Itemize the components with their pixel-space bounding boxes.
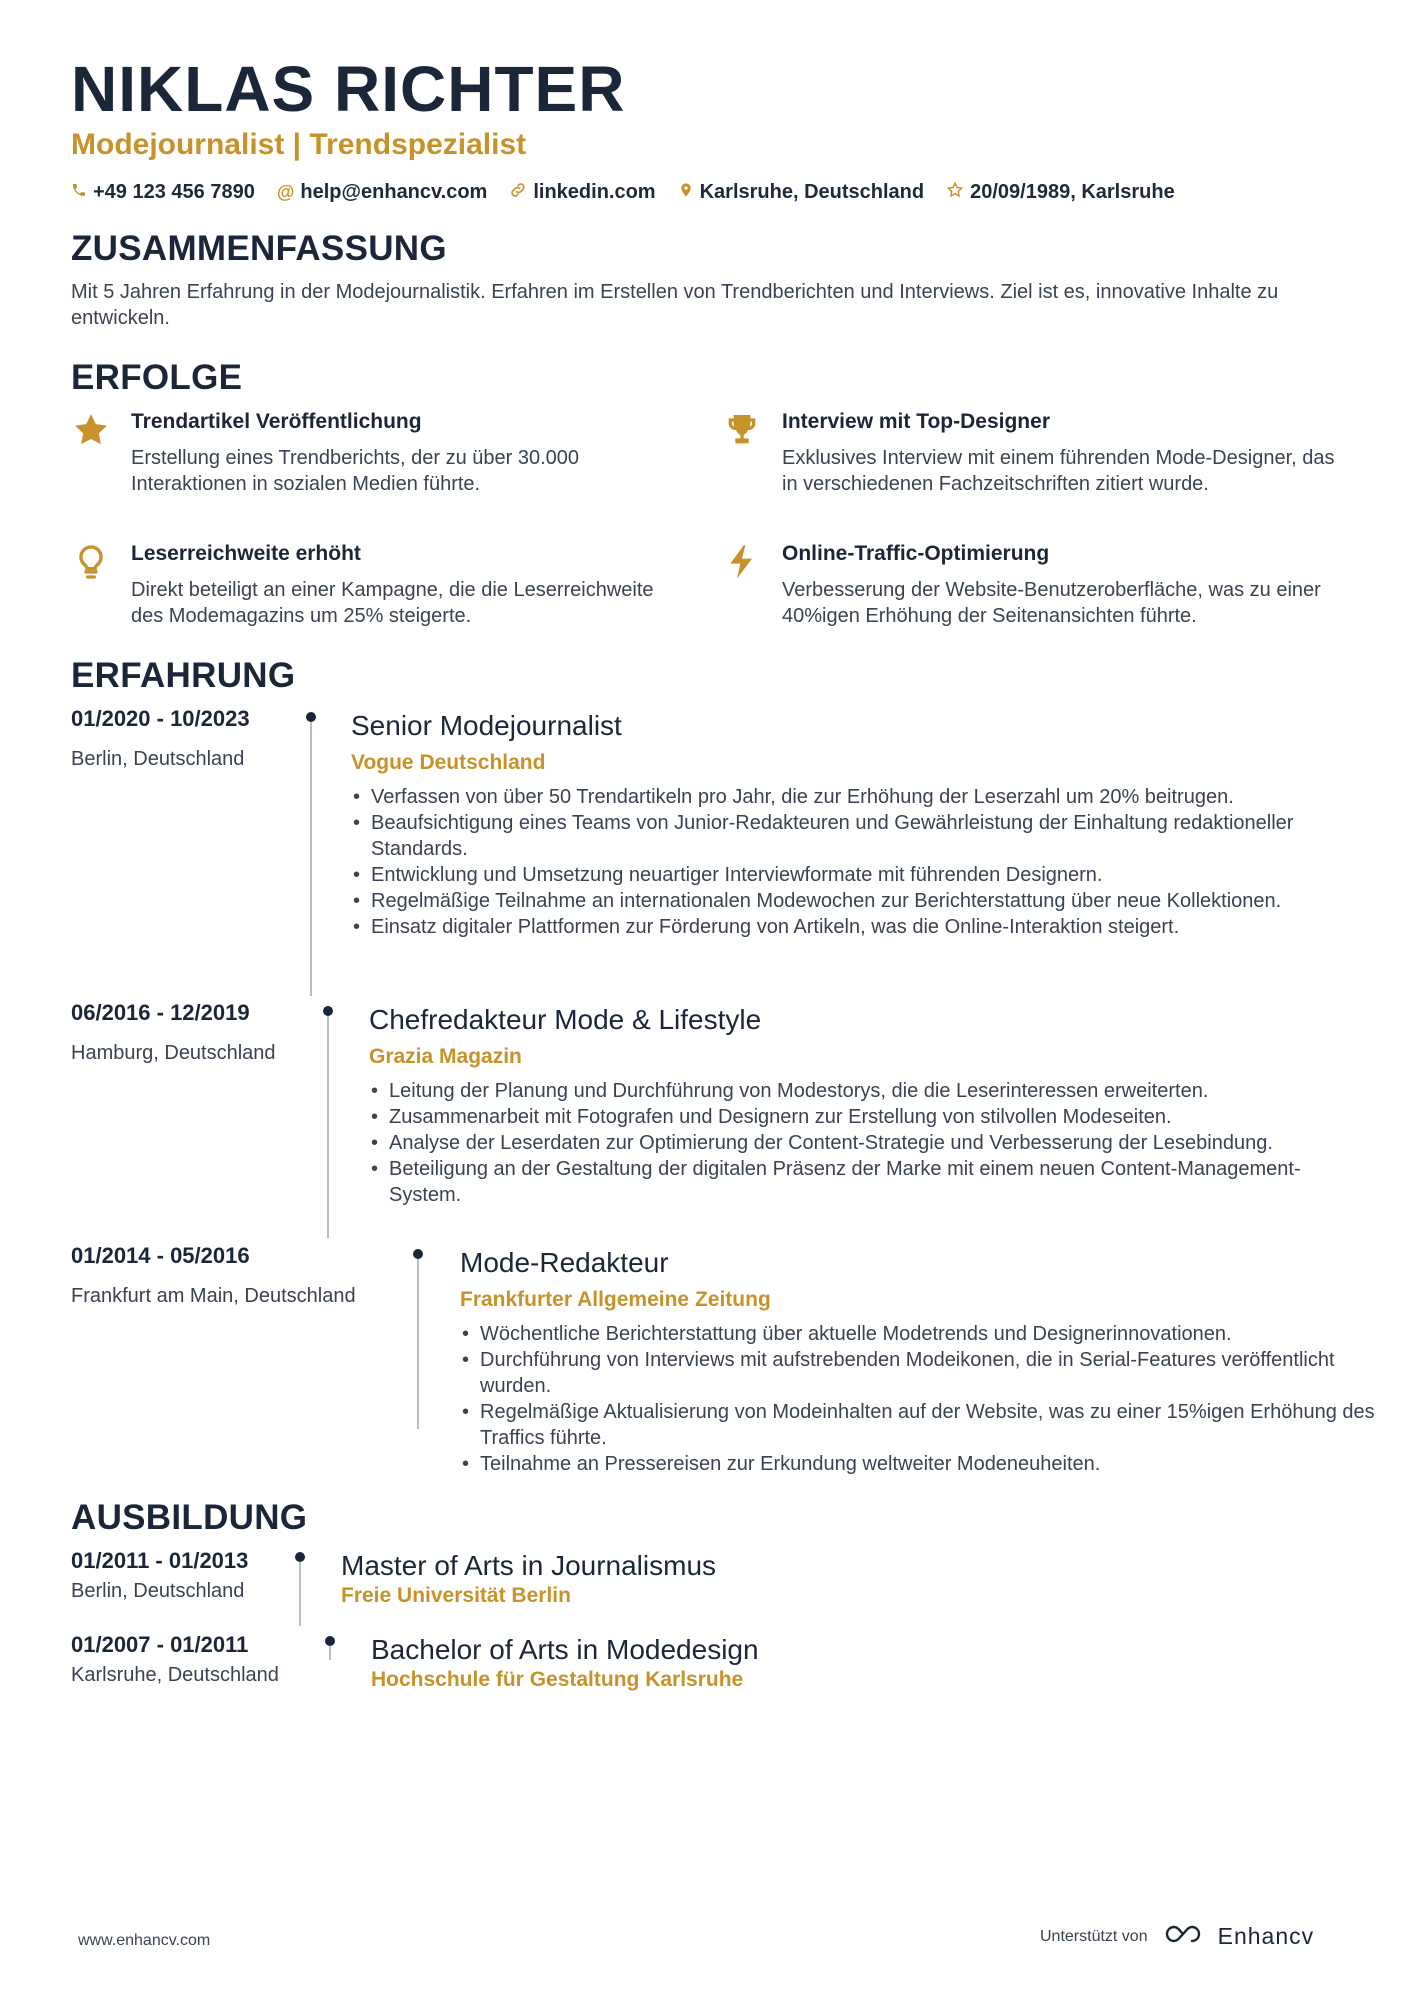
timeline-line bbox=[327, 1016, 329, 1238]
education-dates: 01/2007 - 01/2011 bbox=[71, 1632, 249, 1657]
contact-email-text: help@enhancv.com bbox=[300, 181, 488, 203]
enhancv-logo-icon bbox=[1160, 1921, 1206, 1952]
contact-email[interactable] bbox=[277, 181, 488, 204]
education-school: Hochschule für Gestaltung Karlsruhe bbox=[371, 1668, 744, 1691]
experience-dates: 01/2014 - 05/2016 bbox=[71, 1243, 250, 1268]
bullet-item: • Durchführung von Interviews mit aufstrebenden Modeikonen, die in Serial-Features veröffentlicht wurden. bbox=[460, 1347, 1380, 1399]
experience-role: Senior Modejournalist bbox=[351, 710, 622, 741]
contact-location bbox=[678, 181, 925, 204]
achievement-title: Trendartikel Veröffentlichung bbox=[131, 410, 422, 433]
education-school: Freie Universität Berlin bbox=[341, 1584, 571, 1607]
timeline-dot bbox=[306, 712, 316, 722]
experience-bullets bbox=[351, 784, 1351, 940]
experience-heading: ERFAHRUNG bbox=[71, 656, 296, 695]
contact-linkedin[interactable] bbox=[509, 181, 655, 204]
experience-dates: 01/2020 - 10/2023 bbox=[71, 706, 250, 731]
link-icon bbox=[509, 181, 527, 204]
education-location: Berlin, Deutschland bbox=[71, 1580, 245, 1602]
achievement-title: Interview mit Top-Designer bbox=[782, 410, 1050, 433]
experience-company: Frankfurter Allgemeine Zeitung bbox=[460, 1288, 771, 1311]
contact-linkedin-text: linkedin.com bbox=[533, 181, 656, 203]
bullet-item: • Zusammenarbeit mit Fotografen und Designern zur Erstellung von stilvollen Modeseiten. bbox=[369, 1104, 1369, 1130]
summary-heading: ZUSAMMENFASSUNG bbox=[71, 229, 447, 268]
summary-text: Mit 5 Jahren Erfahrung in der Modejournalistik. Erfahren im Erstellen von Trendberichten und Interviews. Ziel ist es, innovative Inhalte zu entwickeln. bbox=[71, 281, 1279, 329]
contact-phone[interactable] bbox=[71, 181, 255, 204]
bullet-item: • Beaufsichtigung eines Teams von Junior-Redakteuren und Gewährleistung der Einhaltung redaktioneller Standards. bbox=[351, 810, 1351, 862]
achievement-text: Direkt beteiligt an einer Kampagne, die die Leserreichweite des Modemagazins um 25% steigerte. bbox=[131, 579, 654, 627]
lightning-icon bbox=[722, 542, 762, 582]
experience-location: Frankfurt am Main, Deutschland bbox=[71, 1285, 356, 1307]
brand-name: Enhancv bbox=[1217, 1923, 1315, 1949]
powered-by-label: Unterstützt von bbox=[1040, 1927, 1148, 1945]
experience-dates: 06/2016 - 12/2019 bbox=[71, 1000, 250, 1025]
achievement-text: Erstellung eines Trendberichts, der zu über 30.000 Interaktionen in sozialen Medien führte. bbox=[131, 447, 580, 495]
experience-role: Chefredakteur Mode & Lifestyle bbox=[369, 1004, 762, 1035]
timeline-line bbox=[329, 1646, 331, 1660]
timeline-line bbox=[299, 1562, 301, 1626]
bullet-item: • Regelmäßige Aktualisierung von Modeinhalten auf der Website, was zu einer 15%igen Erhöhung des Traffics führte. bbox=[460, 1399, 1380, 1451]
achievement-title: Online-Traffic-Optimierung bbox=[782, 542, 1050, 565]
contact-phone-text: +49 123 456 7890 bbox=[93, 181, 255, 203]
experience-location: Hamburg, Deutschland bbox=[71, 1042, 276, 1064]
timeline-line bbox=[417, 1259, 419, 1429]
timeline-dot bbox=[295, 1552, 305, 1562]
experience-company: Grazia Magazin bbox=[369, 1045, 522, 1068]
bullet-item: • Entwicklung und Umsetzung neuartiger Interviewformate mit führenden Designern. bbox=[351, 862, 1351, 888]
education-degree: Bachelor of Arts in Modedesign bbox=[371, 1634, 759, 1665]
trophy-icon bbox=[722, 410, 762, 450]
star-outline-icon bbox=[946, 181, 964, 204]
achievements-heading: ERFOLGE bbox=[71, 358, 243, 397]
experience-bullets bbox=[369, 1078, 1369, 1208]
timeline-dot bbox=[413, 1249, 423, 1259]
footer-website[interactable]: www.enhancv.com bbox=[78, 1932, 211, 1949]
phone-icon bbox=[71, 182, 87, 203]
contact-bar bbox=[71, 181, 1175, 204]
bullet-item: • Verfassen von über 50 Trendartikeln pro Jahr, die zur Erhöhung der Leserzahl um 20% beitrugen. bbox=[351, 784, 1351, 810]
at-icon: @ bbox=[276, 182, 295, 202]
bullet-item: • Wöchentliche Berichterstattung über aktuelle Modetrends und Designerinnovationen. bbox=[460, 1321, 1380, 1347]
experience-role: Mode-Redakteur bbox=[460, 1247, 669, 1278]
contact-birth-text: 20/09/1989, Karlsruhe bbox=[970, 181, 1175, 203]
bullet-item: • Regelmäßige Teilnahme an internationalen Modewochen zur Berichterstattung über neue Kollektionen. bbox=[351, 888, 1351, 914]
contact-birth bbox=[946, 181, 1175, 204]
achievement-text: Exklusives Interview mit einem führenden Mode-Designer, das in verschiedenen Fachzeitschriften zitiert wurde. bbox=[782, 447, 1335, 495]
timeline-dot bbox=[325, 1636, 335, 1646]
lightbulb-icon bbox=[71, 542, 111, 582]
achievement-title: Leserreichweite erhöht bbox=[131, 542, 361, 565]
achievement-text: Verbesserung der Website-Benutzeroberfläche, was zu einer 40%igen Erhöhung der Seitenansichten führte. bbox=[782, 579, 1321, 627]
star-icon bbox=[71, 410, 111, 450]
education-heading: AUSBILDUNG bbox=[71, 1498, 308, 1537]
timeline-dot bbox=[323, 1006, 333, 1016]
experience-company: Vogue Deutschland bbox=[351, 751, 546, 774]
candidate-title: Modejournalist | Trendspezialist bbox=[71, 128, 527, 161]
timeline-line bbox=[310, 722, 312, 996]
bullet-item: • Teilnahme an Pressereisen zur Erkundung weltweiter Modeneuheiten. bbox=[460, 1451, 1380, 1477]
bullet-item: • Analyse der Leserdaten zur Optimierung der Content-Strategie und Verbesserung der Lesebindung. bbox=[369, 1130, 1369, 1156]
education-dates: 01/2011 - 01/2013 bbox=[71, 1548, 249, 1573]
location-pin-icon bbox=[678, 181, 694, 204]
education-degree: Master of Arts in Journalismus bbox=[341, 1550, 717, 1581]
education-location: Karlsruhe, Deutschland bbox=[71, 1664, 279, 1686]
candidate-name: NIKLAS RICHTER bbox=[71, 53, 626, 125]
bullet-item: • Beteiligung an der Gestaltung der digitalen Präsenz der Marke mit einem neuen Content-Management-System. bbox=[369, 1156, 1369, 1208]
footer-branding bbox=[1040, 1921, 1314, 1952]
bullet-item: • Leitung der Planung und Durchführung von Modestorys, die die Leserinteressen erweiterten. bbox=[369, 1078, 1369, 1104]
experience-location: Berlin, Deutschland bbox=[71, 748, 245, 770]
bullet-item: • Einsatz digitaler Plattformen zur Förderung von Artikeln, was die Online-Interaktion steigert. bbox=[351, 914, 1351, 940]
contact-location-text: Karlsruhe, Deutschland bbox=[699, 181, 925, 203]
experience-bullets bbox=[460, 1321, 1380, 1477]
